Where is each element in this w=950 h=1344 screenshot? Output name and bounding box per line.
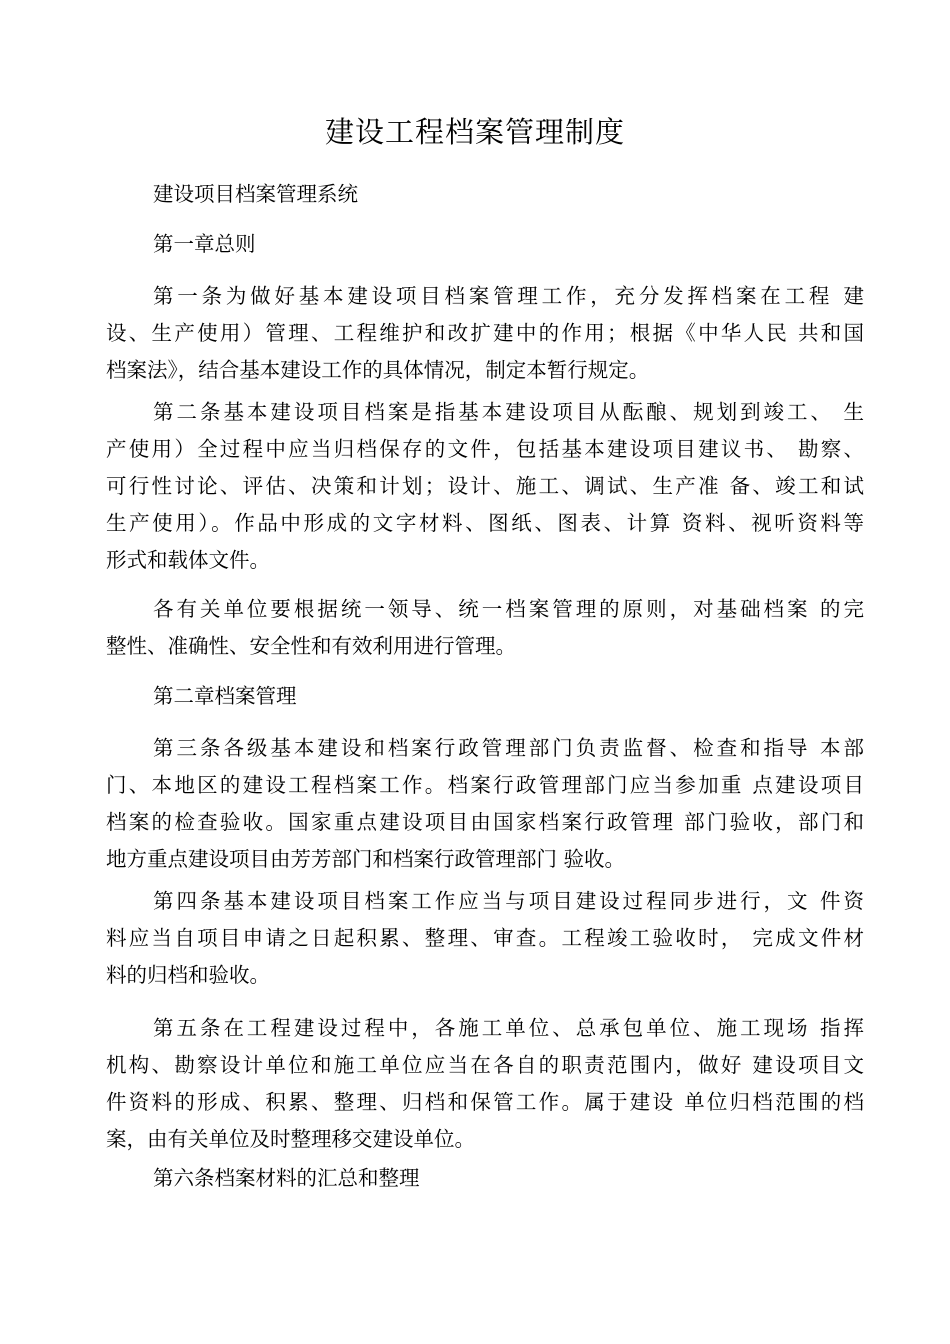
paragraph-line: 第六条档案材料的汇总和整理: [153, 1166, 420, 1190]
paragraph-chapter-heading: [106, 678, 864, 715]
paragraph-article-1: [106, 278, 864, 389]
paragraph-article-4: [106, 883, 864, 994]
paragraph-line: 形式和载体文件。: [106, 548, 270, 572]
paragraph-line: 案，由有关单位及时整理移交建设单位。: [106, 1127, 475, 1151]
paragraph-line: 第二条基本建设项目档案是指基本建设项目从酝酿、规划到竣工、 生: [153, 400, 864, 424]
paragraph-line: 生产使用）。作品中形成的文字材料、图纸、图表、计算 资料、视听资料等: [106, 511, 864, 535]
paragraph-line: 第一条为做好基本建设项目档案管理工作，充分发挥档案在工程 建: [153, 284, 864, 308]
paragraph-management-principle: [106, 591, 864, 665]
paragraph-line: 料的归档和验收。: [106, 963, 270, 987]
paragraph-line: 第四条基本建设项目档案工作应当与项目建设过程同步进行，文 件资: [153, 889, 864, 913]
paragraph-line: 第三条各级基本建设和档案行政管理部门负责监督、检查和指导 本部: [153, 736, 864, 760]
paragraph-line: 料应当自项目申请之日起积累、整理、审查。工程竣工验收时， 完成文件材: [106, 926, 864, 950]
paragraph-chapter-heading: [106, 226, 864, 263]
document-title: 建设工程档案管理制度: [324, 115, 625, 149]
paragraph-line: 设、生产使用）管理、工程维护和改扩建中的作用；根据《中华人民 共和国: [106, 321, 864, 345]
paragraph-line: 各有关单位要根据统一领导、统一档案管理的原则，对基础档案 的完: [153, 597, 864, 621]
paragraph-line: 档案的检查验收。国家重点建设项目由国家档案行政管理 部门验收，部门和: [106, 810, 864, 834]
paragraph-line: 产使用）全过程中应当归档保存的文件，包括基本建设项目建议书、 勘察、: [106, 437, 864, 461]
paragraph-article-3: [106, 730, 864, 878]
paragraph-article-5: [106, 1010, 864, 1158]
paragraph-line: 建设项目档案管理系统: [153, 182, 358, 206]
paragraph-line: 第一章总则: [153, 232, 256, 256]
paragraph-article-2: [106, 394, 864, 579]
paragraph-article-6: [106, 1160, 864, 1197]
paragraph-line: 档案法》，结合基本建设工作的具体情况，制定本暂行规定。: [106, 358, 650, 382]
paragraph-line: 机构、勘察设计单位和施工单位应当在各自的职责范围内，做好 建设项目文: [106, 1053, 864, 1077]
paragraph-line: 地方重点建设项目由芳芳部门和档案行政管理部门 验收。: [106, 847, 626, 871]
paragraph-line: 整性、准确性、安全性和有效利用进行管理。: [106, 634, 516, 658]
paragraph-line: 第二章档案管理: [153, 684, 297, 708]
paragraph-line: 第五条在工程建设过程中，各施工单位、总承包单位、施工现场 指挥: [153, 1016, 864, 1040]
paragraph-line: 可行性讨论、评估、决策和计划；设计、施工、调试、生产准 备、竣工和试: [106, 474, 864, 498]
paragraph-line: 件资料的形成、积累、整理、归档和保管工作。属于建设 单位归档范围的档: [106, 1090, 864, 1114]
paragraph-section-heading: [106, 176, 864, 213]
paragraph-line: 门、本地区的建设工程档案工作。档案行政管理部门应当参加重 点建设项目: [106, 773, 864, 797]
